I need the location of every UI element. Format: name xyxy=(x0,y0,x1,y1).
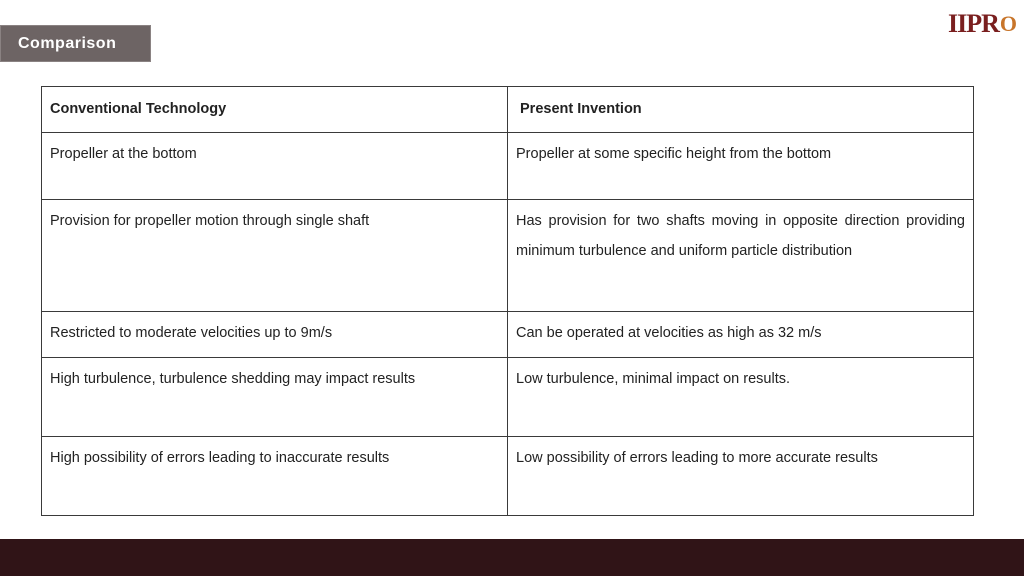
slide-title xyxy=(0,25,151,62)
table-row xyxy=(42,358,974,437)
cell-conventional: Propeller at the bottom xyxy=(42,133,508,200)
cell-invention: Can be operated at velocities as high as 32 m/s xyxy=(508,312,974,358)
cell-invention: Has provision for two shafts moving in opposite direction providing minimum turbulence and uniform particle distribution xyxy=(508,200,974,312)
logo-main-text: IIPR xyxy=(948,9,999,38)
cell-invention: Propeller at some specific height from the bottom xyxy=(508,133,974,200)
company-logo xyxy=(948,9,1017,38)
table-header-row xyxy=(42,87,974,133)
header-conventional: Conventional Technology xyxy=(42,87,508,133)
cell-conventional: High turbulence, turbulence shedding may impact results xyxy=(42,358,508,437)
footer-bar xyxy=(0,539,1024,576)
header-present-invention: Present Invention xyxy=(508,87,974,133)
cell-conventional: Provision for propeller motion through single shaft xyxy=(42,200,508,312)
cell-invention: Low possibility of errors leading to more accurate results xyxy=(508,437,974,516)
table-row xyxy=(42,133,974,200)
table-row xyxy=(42,200,974,312)
slide-title-text: Comparison xyxy=(18,34,117,52)
cell-invention: Low turbulence, minimal impact on results. xyxy=(508,358,974,437)
cell-conventional: High possibility of errors leading to inaccurate results xyxy=(42,437,508,516)
comparison-table xyxy=(41,86,974,516)
table-row xyxy=(42,312,974,358)
table-row xyxy=(42,437,974,516)
cell-conventional: Restricted to moderate velocities up to 9m/s xyxy=(42,312,508,358)
logo-accent-text: O xyxy=(999,11,1017,36)
